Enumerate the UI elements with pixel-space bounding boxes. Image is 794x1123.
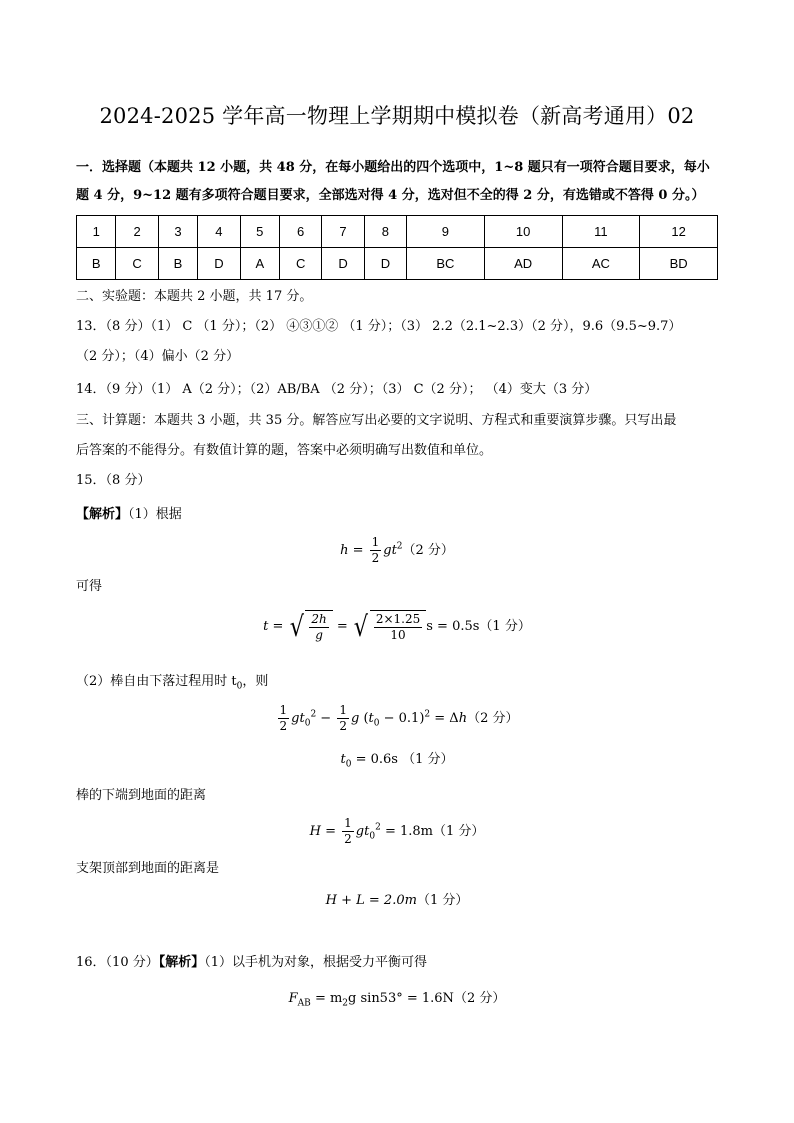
answer-table-answers-row [77,248,718,280]
question-number-cell: 11 [562,216,640,248]
eq4-text: = 0.6s [355,752,398,767]
question-number-cell: 2 [116,216,158,248]
eq1-rhs: gt [383,543,397,558]
answer-table [76,215,718,280]
eq1-score: （2 分） [402,543,454,558]
question-number-cell: 12 [640,216,718,248]
eq7-tail: g sin53° = 1.6N [348,991,454,1006]
analysis-label: 【解析】 [158,955,205,970]
section3-instructions-line1: 三、计算题：本题共 3 小题，共 35 分。解答应写出必要的文字说明、方程式和重要演算步骤。只写出最 [76,413,677,428]
q15-part1-intro: （1）根据 [128,507,182,522]
equation-support-height [0,889,794,908]
q15-header: 15．（8 分） [76,473,151,488]
derive-label: 可得 [76,579,103,594]
question-number-cell: 6 [279,216,321,248]
eq2-score: （1 分） [479,619,531,634]
eq6-text: H + L = 2.0m [325,893,417,908]
answer-table-numbers-row [77,216,718,248]
q15-part1-line [76,505,726,525]
q13-answer-line1: 13．（8 分）（1） C （1 分）；（2） ④③①② （1 分）；（3） 2.2（2.1~2.3）（2 分），9.6（9.5~9.7） [76,319,682,334]
eq2-value: s = 0.5s [426,619,480,634]
eq1-lhs: h [340,543,349,558]
q13-answer-line2: （2 分）；（4）偏小（2 分） [76,349,240,364]
answer-cell: BC [407,248,485,280]
q16-part1-intro: （1）以手机为对象，根据受力平衡可得 [204,955,428,970]
question-number-cell: 5 [240,216,279,248]
eq5-value: = 1.8m [384,824,433,839]
answer-cell: B [77,248,116,280]
answer-cell: AD [484,248,562,280]
eq7-score: （2 分） [453,991,506,1006]
analysis-label: 【解析】 [76,507,129,522]
sqrt-numeric: √ $\frac{2\times 1.25}{10}$ [352,610,426,643]
q15-part2-suffix: ，则 [242,674,269,689]
equation-t0: $t_0 = 0.6s$ （1 分） [340,752,454,770]
eq5-score: （1 分） [432,824,485,839]
q15-part2-intro: （2）棒自由下落过程用时 t [76,674,237,689]
equation-fall-time: t = √ $\frac{2h}{g}$ = √ $\frac{2\times 1.25}{10}$ s = 0.5s（1 分） [263,610,531,643]
section2-heading: 二、实验题：本题共 2 小题，共 17 分。 [76,289,313,304]
question-number-cell: 10 [484,216,562,248]
question-number-cell: 7 [322,216,364,248]
fraction-one-half: $\frac{1}{2}$ [371,535,380,565]
eq3-score: （2 分） [467,711,519,726]
eq2-lhs: t [263,619,269,634]
question-number-cell: 4 [198,216,240,248]
answer-cell: D [198,248,240,280]
rod-bottom-label: 棒的下端到地面的距离 [76,788,207,803]
answer-cell: AC [562,248,640,280]
support-top-label: 支架顶部到地面的距离是 [76,861,220,876]
equation-rod-passing: $\frac{1}{2}$ $gt_0^2$ − $\frac{1}{2}$ g $(t_0 - 0.1)^2 = \Delta h(2$ 分） [279,703,519,733]
equation-free-fall: h = $\frac{1}{2}$ $gt^2(2$ 分） [340,535,454,565]
answer-cell: A [240,248,279,280]
question-number-cell: 3 [158,216,197,248]
equation-rod-height: H = $\frac{1}{2}$ $gt_0^2 = 1.8m(1$ 分） [309,816,485,846]
section3-instructions-line2: 后答案的不能得分。有数值计算的题，答案中必须明确写出数值和单位。 [76,443,493,458]
eq6-score: （1 分） [416,893,469,908]
section1-instructions-line2: 题 4 分，9~12 题有多项符合题目要求，全部选对得 4 分，选对但不全的得 2 分，有选错或不答得 0 分。） [76,188,705,203]
page-title: 2024-2025 学年高一物理上学期期中模拟卷（新高考通用）02 [99,104,695,128]
q16-header-line [76,953,726,973]
question-number-cell: 9 [407,216,485,248]
answer-cell: D [364,248,406,280]
q14-answer: 14．（9 分）（1） A（2 分）；（2）AB/BA （2 分）；（3） C（2 分）； （4）变大（3 分） [76,382,598,397]
answer-cell: BD [640,248,718,280]
answer-cell: C [279,248,321,280]
answer-cell: C [116,248,158,280]
section1-instructions-line1: 一．选择题（本题共 12 小题，共 48 分，在每小题给出的四个选项中，1~8 题只有一项符合题目要求，每小 [76,160,710,175]
question-number-cell: 1 [77,216,116,248]
q15-part2-line: （2）棒自由下落过程用时 $t_0$，则 [76,674,269,692]
q16-header: 16．（10 分） [76,955,159,970]
question-number-cell: 8 [364,216,406,248]
equation-force-ab: $F_{AB} = m_2g$ sin53° = 1.6N（2 分） [288,991,506,1009]
answer-cell: D [322,248,364,280]
eq4-score: （1 分） [402,752,454,767]
sqrt-2h-over-g: √ $\frac{2h}{g}$ [288,610,333,643]
answer-cell: B [158,248,197,280]
eq7-value: = m [314,991,343,1006]
